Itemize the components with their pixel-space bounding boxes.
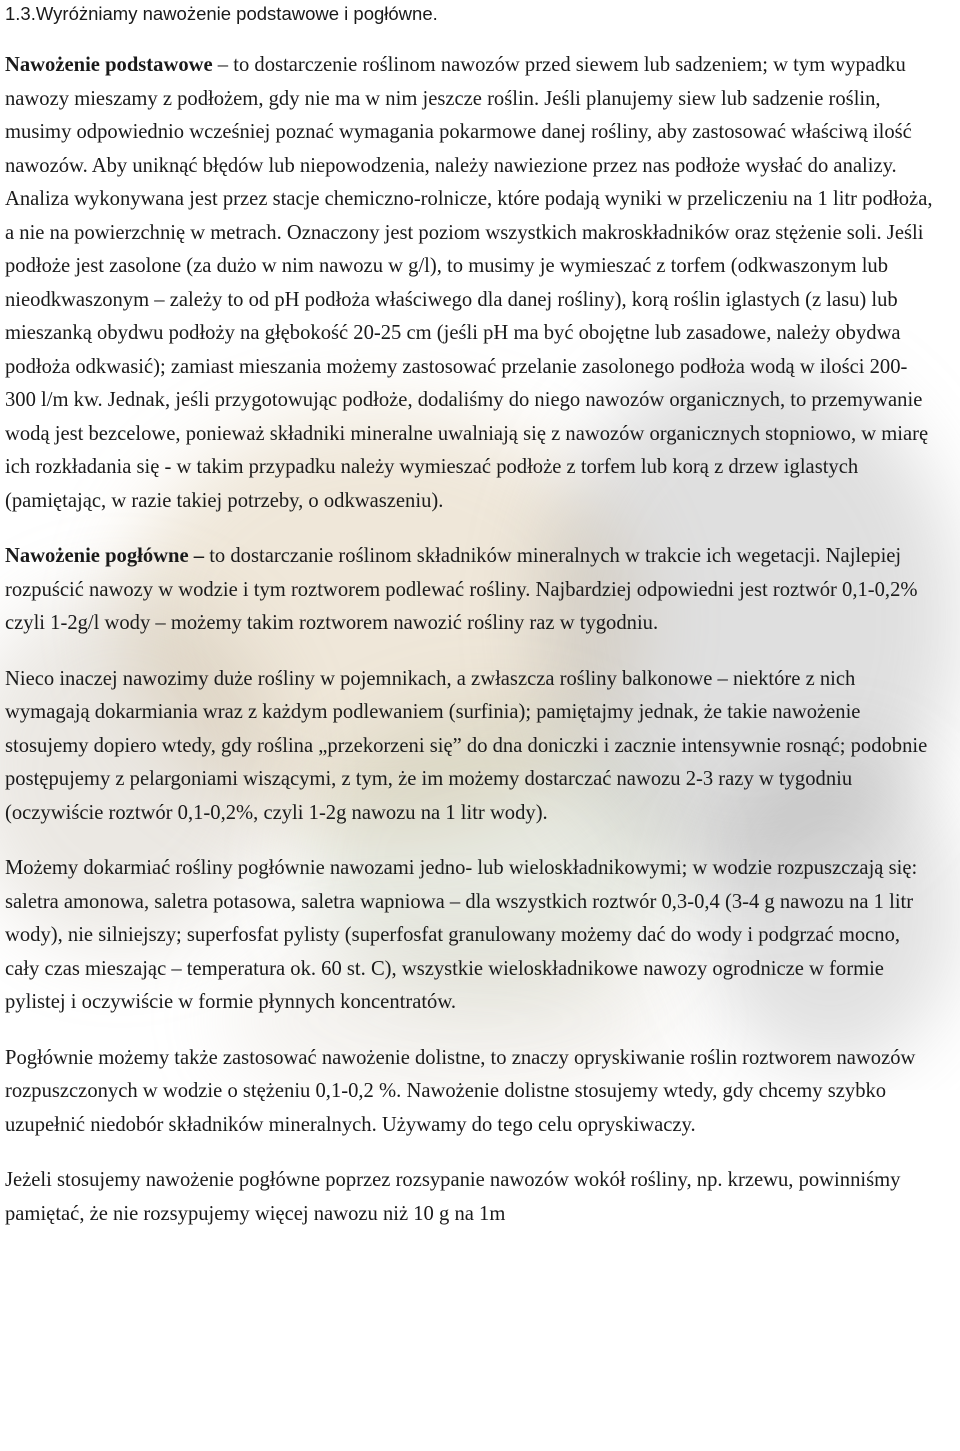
paragraph-top-dressing: [5, 540, 938, 641]
paragraph-text: to dostarczanie roślinom składników mineralnych w trakcie ich wegetacji. Najlepiej rozpuścić nawozy w wodzie i tym roztworem podlewać rośliny. Najbardziej odpowiedni jest roztwór 0,1-0,2% czyli 1-2g/l wody – możemy takim roztworem nawozić rośliny raz w tygodniu.: [5, 545, 918, 634]
paragraph-basic-fertilization: [5, 49, 938, 518]
paragraph-fertilizer-types: Możemy dokarmiać rośliny pogłównie nawozami jedno- lub wieloskładnikowymi; w wodzie rozpuszczają się: saletra amonowa, saletra potasowa, saletra wapniowa – dla wszystkich roztwór 0,3-0,4 (3-4 g nawozu na 1 litr wody), nie silniejszy; superfosfat pylisty (superfosfat granulowany możemy dać do wody i podgrzać mocno, cały czas mieszając – temperatura ok. 60 st. C), wszystkie wieloskładnikowe nawozy ogrodnicze w formie pylistej i oczywiście w formie płynnych koncentratów.: [5, 857, 918, 1013]
term-basic-fertilization: Nawożenie podstawowe: [5, 54, 213, 76]
paragraph-foliar-feeding: Pogłównie możemy także zastosować nawożenie dolistne, to znaczy opryskiwanie roślin roztworem nawozów rozpuszczonych w wodzie o stężeniu 0,1-0,2 %. Nawożenie dolistne stosujemy wtedy, gdy chcemy szybko uzupełnić niedobór składników mineralnych. Używamy do tego celu opryskiwaczy.: [5, 1046, 916, 1136]
paragraph-text: – to dostarczenie roślinom nawozów przed siewem lub sadzeniem; w tym wypadku nawozy mieszamy z podłożem, gdy nie ma w nim jeszcze roślin. Jeśli planujemy siew lub sadzenie roślin, musimy odpowiednio wcześniej poznać wymagania pokarmowe danej rośliny, aby zastosować właściwą ilość nawozów. Aby uniknąć błędów lub niepowodzenia, należy nawiezione przez nas podłoże wysłać do analizy. Analiza wykonywana jest przez stacje chemiczno-rolnicze, które podają wyniki w przeliczeniu na 1 litr podłoża, a nie na powierzchnię w metrach. Oznaczony jest poziom wszystkich makroskładników oraz stężenie soli. Jeśli podłoże jest zasolone (za dużo w nim nawozu w g/l), to musimy je wymieszać z torfem (odkwaszonym lub nieodkwaszonym – zależy to od pH podłoża właściwego dla danej rośliny), korą roślin iglastych (z lasu) lub mieszanką obydwu podłoży na głębokość 20-25 cm (jeśli pH ma być obojętne lub zasadowe, należy obydwa podłoża odkwasić); zamiast mieszania możemy zastosować przelanie zasolonego podłoża wodą w ilości 200-300 l/m kw. Jednak, jeśli przygotowując podłoże, dodaliśmy do niego nawozów organicznych, to przemywanie wodą jest bezcelowe, ponieważ składniki mineralne uwalniają się z nawozów organicznych stopniowo, w miarę ich rozkładania się - w takim przypadku należy wymieszać podłoże z torfem lub korą z drzew iglastych (pamiętając, w razie takiej potrzeby, o odkwaszeniu).: [5, 54, 933, 512]
term-top-dressing: Nawożenie pogłówne –: [5, 545, 205, 567]
paragraph-spreading: Jeżeli stosujemy nawożenie pogłówne poprzez rozsypanie nawozów wokół rośliny, np. krzewu, powinniśmy pamiętać, że nie rozsypujemy więcej nawozu niż 10 g na 1m: [5, 1169, 901, 1225]
section-heading: 1.3.Wyróżniamy nawożenie podstawowe i pogłówne.: [5, 3, 438, 24]
paragraph-container-plants: Nieco inaczej nawozimy duże rośliny w pojemnikach, a zwłaszcza rośliny balkonowe – niektóre z nich wymagają dokarmiania wraz z każdym podlewaniem (surfinia); pamiętajmy jednak, że takie nawożenie stosujemy dopiero wtedy, gdy roślina „przekorzeni się” do dna doniczki i zacznie intensywnie rosnąć; podobnie postępujemy z pelargoniami wiszącymi, z tym, że im możemy dostarczać nawozu 2-3 razy w tygodniu (oczywiście roztwór 0,1-0,2%, czyli 1-2g nawozu na 1 litr wody).: [5, 667, 928, 824]
